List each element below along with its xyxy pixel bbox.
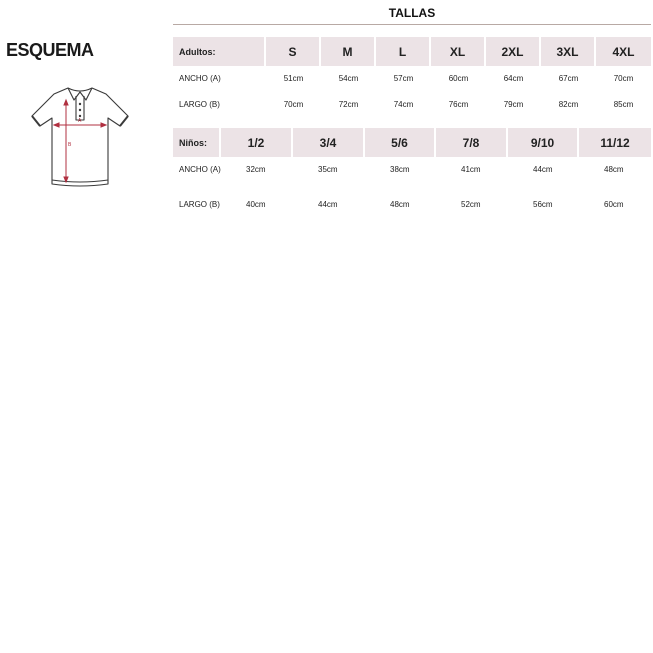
table-cell: 70cm (613, 74, 634, 83)
table-cell: 44cm (533, 165, 553, 174)
size-header: S (266, 37, 321, 66)
adultos-header-row (173, 37, 651, 66)
ninos-ancho-row (173, 162, 651, 186)
polo-shirt-diagram (24, 80, 136, 192)
size-header: L (376, 37, 431, 66)
row-label: LARGO (B) (179, 200, 220, 209)
table-cell: 52cm (461, 200, 481, 209)
size-header: 11/12 (579, 128, 651, 157)
size-header: 2XL (486, 37, 541, 66)
table-cell: 48cm (390, 200, 410, 209)
table-cell: 60cm (448, 74, 469, 83)
table-cell: 54cm (338, 74, 359, 83)
adultos-ancho-row (173, 70, 651, 87)
table-cell: 41cm (461, 165, 481, 174)
tallas-header (173, 0, 651, 25)
table-cell: 56cm (533, 200, 553, 209)
ancho-marker: A (78, 118, 82, 124)
size-header: M (321, 37, 376, 66)
table-cell: 32cm (246, 165, 266, 174)
table-cell: 35cm (318, 165, 338, 174)
size-header: XL (431, 37, 486, 66)
table-cell: 79cm (503, 100, 524, 109)
esquema-title: ESQUEMA (6, 40, 94, 60)
table-cell: 70cm (283, 100, 304, 109)
table-cell: 48cm (604, 165, 624, 174)
row-label: ANCHO (A) (179, 73, 221, 83)
table-cell: 74cm (393, 100, 414, 109)
table-cell: 51cm (283, 74, 304, 83)
ninos-largo-row (173, 197, 651, 221)
size-header: 1/2 (221, 128, 293, 157)
adultos-label: Adultos: (173, 37, 266, 66)
size-header: 7/8 (436, 128, 508, 157)
table-cell: 44cm (318, 200, 338, 209)
size-header: 3/4 (293, 128, 365, 157)
table-cell: 60cm (604, 200, 624, 209)
ninos-header-row (173, 128, 651, 157)
table-cell: 76cm (448, 100, 469, 109)
adultos-largo-row (173, 96, 651, 113)
table-cell: 38cm (390, 165, 410, 174)
size-header: 3XL (541, 37, 596, 66)
row-label: LARGO (B) (179, 99, 220, 109)
table-cell: 64cm (503, 74, 524, 83)
table-cell: 85cm (613, 100, 634, 109)
table-cell: 57cm (393, 74, 414, 83)
table-cell: 40cm (246, 200, 266, 209)
size-header: 9/10 (508, 128, 579, 157)
row-label: ANCHO (A) (179, 165, 221, 174)
size-header: 4XL (596, 37, 651, 66)
largo-marker: B (68, 142, 72, 148)
table-cell: 67cm (558, 74, 579, 83)
size-header: 5/6 (365, 128, 436, 157)
tallas-title: TALLAS (388, 6, 436, 20)
table-cell: 82cm (558, 100, 579, 109)
ninos-label: Niños: (173, 128, 221, 157)
table-cell: 72cm (338, 100, 359, 109)
